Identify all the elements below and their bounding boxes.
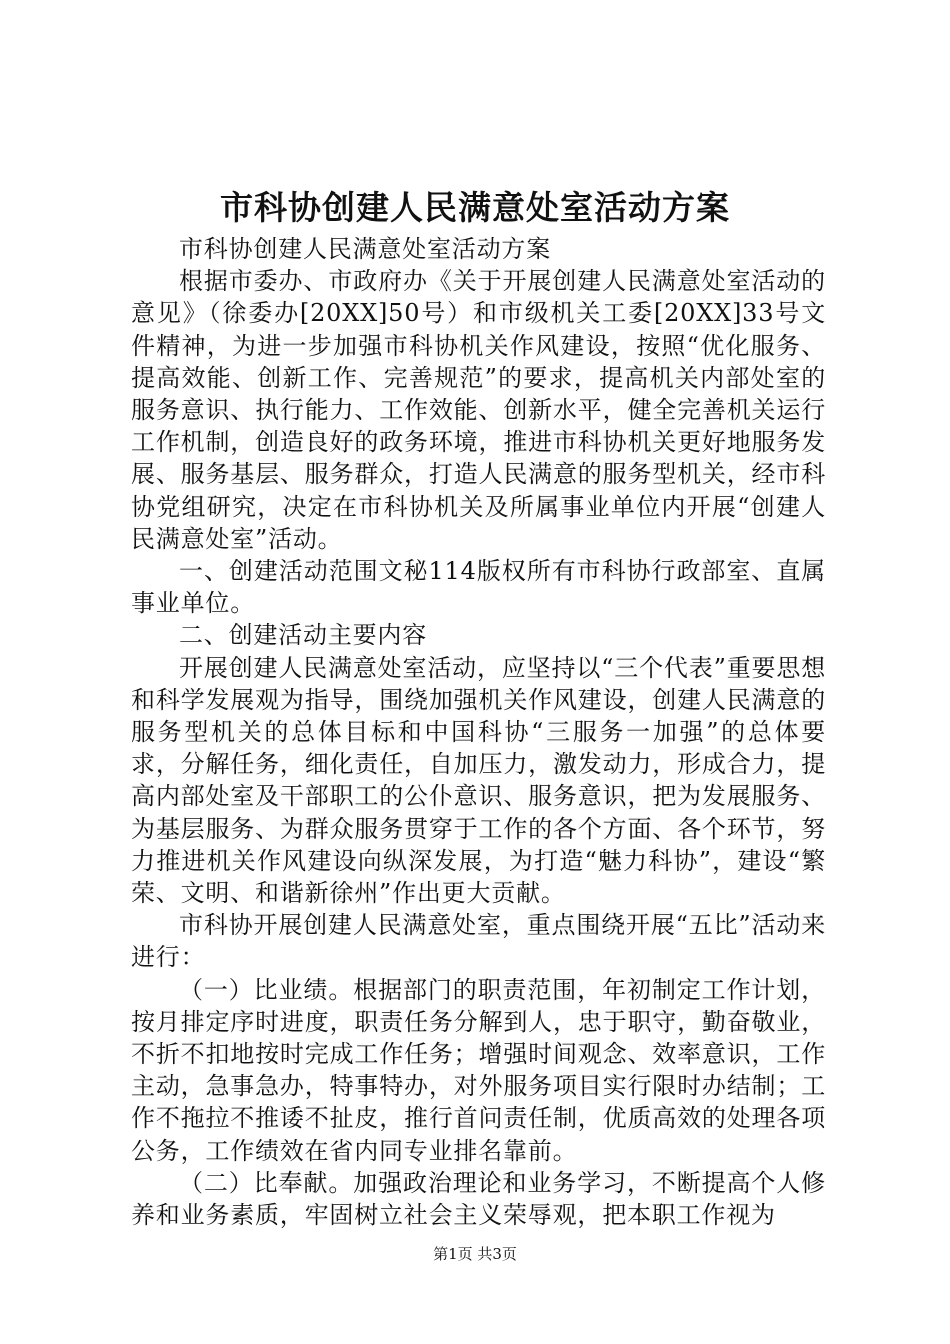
- paragraph-scope: 一、创建活动范围文秘114版权所有市科协行政部室、直属事业单位。: [131, 557, 826, 618]
- paragraph-content: 开展创建人民满意处室活动，应坚持以“三个代表”重要思想和科学发展观为指导，围绕加强机关作风建设，创建人民满意的服务型机关的总体目标和中国科协“三服务一加强”的总体要求，分解任务，细化责任，自加压力，激发动力，形成合力，提高内部处室及干部职工的公仆意识、服务意识，把为发展服务、为基层服务、为群众服务贯穿于工作的各个方面、各个环节，努力推进机关作风建设向纵深发展，为打造“魅力科协”，建设“繁荣、文明、和谐新徐州”作出更大贡献。: [131, 653, 826, 908]
- paragraph-five-comparisons: 市科协开展创建人民满意处室，重点围绕开展“五比”活动来进行：: [131, 911, 826, 972]
- section-heading-content: 二、创建活动主要内容: [179, 621, 427, 650]
- document-body: [131, 233, 826, 1231]
- document-title: 市科协创建人民满意处室活动方案: [220, 188, 730, 227]
- paragraph-subtitle: 市科协创建人民满意处室活动方案: [179, 235, 551, 263]
- paragraph-item-2: （二）比奉献。加强政治理论和业务学习，不断提高个人修养和业务素质，牢固树立社会主义荣辱观，把本职工作视为: [131, 1168, 826, 1230]
- page-number-footer: 第1页 共3页: [433, 1245, 517, 1263]
- paragraph-intro: 根据市委办、市政府办《关于开展创建人民满意处室活动的意见》（徐委办[20XX]50号）和市级机关工委[20XX]33号文件精神，为进一步加强市科协机关作风建设，按照“优化服务、提高效能、创新工作、完善规范”的要求，提高机关内部处室的服务意识、执行能力、工作效能、创新水平，健全完善机关运行工作机制，创造良好的政务环境，推进市科协机关更好地服务发展、服务基层、服务群众，打造人民满意的服务型机关，经市科协党组研究，决定在市科协机关及所属事业单位内开展“创建人民满意处室”活动。: [131, 267, 826, 553]
- paragraph-item-1: （一）比业绩。根据部门的职责范围，年初制定工作计划，按月排定序时进度，职责任务分解到人，忠于职守，勤奋敬业，不折不扣地按时完成工作任务；增强时间观念、效率意识，工作主动，急事急办，特事特办，对外服务项目实行限时办结制；工作不拖拉不推诿不扯皮，推行首问责任制，优质高效的处理各项公务，工作绩效在省内同专业排名靠前。: [131, 975, 826, 1165]
